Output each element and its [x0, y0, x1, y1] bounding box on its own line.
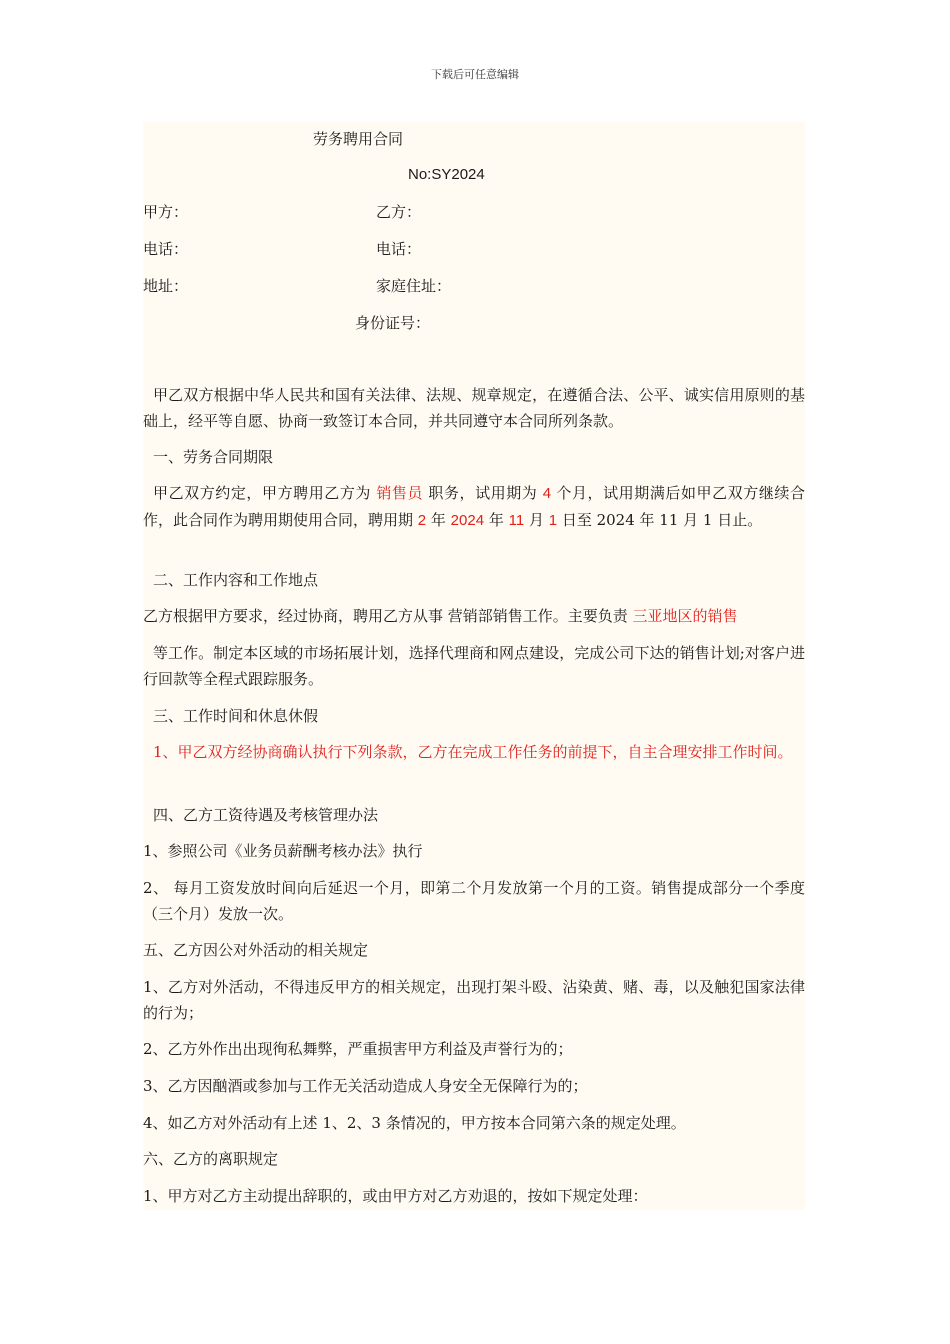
start-year-value: 2024	[450, 512, 485, 529]
header-note: 下载后可任意编辑	[431, 68, 519, 81]
contract-title: 劳务聘用合同	[313, 130, 404, 148]
section-1-paragraph: 甲乙双方约定，甲方聘用乙方为 销售员 职务，试用期为 4 个月，试用期满后如甲乙双方继续合作，此合同作为聘用期使用合同，聘用期 2 年 2024 年 11 月 1 日至 2024 年 11 月 1 日止。	[143, 484, 805, 529]
section-1-heading: 一、劳务合同期限	[153, 448, 274, 466]
party-b-label: 乙方：	[376, 203, 422, 221]
section-3-paragraph: 1、甲乙双方经协商确认执行下列条款，乙方在完成工作任务的前提下，自主合理安排工作时间。	[153, 743, 793, 761]
party-a-label: 甲方：	[143, 203, 189, 221]
start-day-value: 1	[548, 512, 558, 529]
section-5-heading: 五、乙方因公对外活动的相关规定	[143, 941, 369, 959]
phone-a-label: 电话：	[143, 240, 189, 258]
intro-paragraph: 甲乙双方根据中华人民共和国有关法律、法规、规章规定，在遵循合法、公平、诚实信用原则的基础上，经平等自愿、协商一致签订本合同，并共同遵守本合同所列条款。	[143, 386, 805, 430]
section-3-heading: 三、工作时间和休息休假	[153, 707, 319, 725]
phone-b-label: 电话：	[376, 240, 422, 258]
section-4-item-2: 2、 每月工资发放时间向后延迟一个月，即第二个月发放第一个月的工资。销售提成部分一个季度（三个月）发放一次。	[143, 879, 805, 923]
home-address-label: 家庭住址：	[376, 277, 452, 295]
id-number-label: 身份证号：	[355, 314, 431, 332]
trial-months-value: 4	[542, 485, 552, 502]
section-5-item-3: 3、乙方因酗酒或参加与工作无关活动造成人身安全无保障行为的；	[143, 1077, 588, 1095]
section-4-item-1: 1、参照公司《业务员薪酬考核办法》执行	[143, 842, 423, 860]
section-6-heading: 六、乙方的离职规定	[143, 1150, 279, 1168]
section-6-item-1: 1、甲方对乙方主动提出辞职的，或由甲方对乙方劝退的，按如下规定处理：	[143, 1187, 648, 1205]
term-years-value: 2	[417, 512, 427, 529]
section-5-item-1: 1、乙方对外活动，不得违反甲方的相关规定，出现打架斗殴、沾染黄、赌、毒，以及触犯国家法律的行为；	[143, 978, 805, 1022]
section-2-line-1: 乙方根据甲方要求，经过协商，聘用乙方从事 营销部销售工作。主要负责 三亚地区的销售	[143, 607, 738, 625]
start-month-value: 11	[508, 512, 525, 529]
contract-page	[143, 122, 805, 1210]
section-2-heading: 二、工作内容和工作地点	[153, 571, 319, 589]
address-label: 地址：	[143, 277, 189, 295]
section-2-paragraph: 等工作。制定本区域的市场拓展计划，选择代理商和网点建设，完成公司下达的销售计划;对客户进行回款等全程式跟踪服务。	[143, 644, 805, 688]
contract-number: No:SY2024	[408, 166, 485, 183]
section-5-item-2: 2、乙方外作出出现徇私舞弊，严重损害甲方利益及声誉行为的；	[143, 1040, 573, 1058]
section-5-item-4: 4、如乙方对外活动有上述 1、2、3 条情况的，甲方按本合同第六条的规定处理。	[143, 1114, 686, 1132]
section-4-heading: 四、乙方工资待遇及考核管理办法	[153, 806, 379, 824]
position-value: 销售员	[376, 484, 424, 502]
region-value: 三亚地区的销售	[632, 607, 738, 625]
